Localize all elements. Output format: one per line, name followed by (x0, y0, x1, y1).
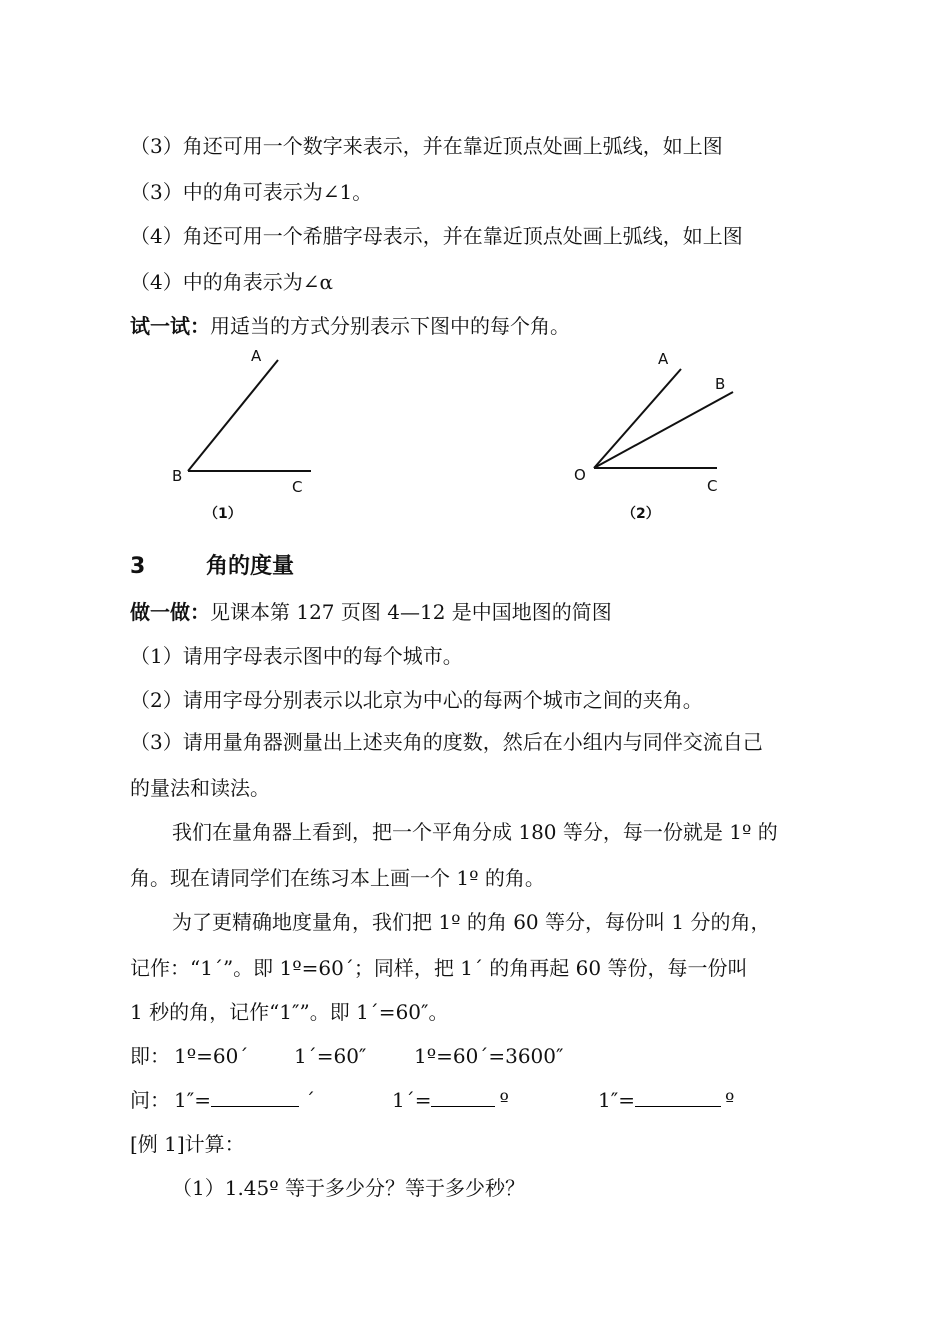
label-c: C (292, 478, 303, 496)
wen-q2-left: 1´= (392, 1088, 432, 1112)
do-it-line (130, 598, 612, 626)
wen-prefix: 问： (130, 1088, 170, 1112)
do-it-label: 做一做： (130, 600, 210, 624)
label-c: C (707, 477, 718, 495)
figure-1 (172, 347, 311, 522)
figure-2 (574, 350, 733, 522)
wen-question-3 (598, 1086, 734, 1114)
question-2: （2）请用字母分别表示以北京为中心的每两个城市之间的夹角。 (130, 688, 703, 712)
try-it-label: 试一试： (130, 314, 210, 338)
label-a: A (251, 347, 262, 365)
caption-2: （2） (622, 506, 660, 522)
caption-1: （1） (204, 506, 242, 522)
paragraph-b-line-1: 为了更精确地度量角，我们把 1º 的角 60 等分，每份叫 1 分的角， (172, 910, 771, 934)
ray-ob (594, 392, 733, 468)
label-a: A (658, 350, 669, 368)
answer-blank-2[interactable] (431, 1088, 495, 1107)
wen-q2-unit: º (499, 1088, 509, 1112)
label-b: B (715, 375, 726, 393)
wen-q1-unit: ´ (304, 1088, 315, 1112)
section-title: 角的度量 (206, 554, 295, 579)
paragraph-3-line-1: （3）角还可用一个数字来表示，并在靠近顶点处画上弧线，如上图 (130, 134, 723, 158)
wen-question-1 (174, 1086, 315, 1114)
ray-ba (188, 360, 278, 471)
answer-blank-3[interactable] (635, 1088, 721, 1107)
paragraph-b-line-2: 记作：“1´”。即 1º=60´；同样，把 1´ 的角再起 60 等份，每一份叫 (130, 956, 748, 980)
ji-prefix: 即： (130, 1044, 170, 1068)
paragraph-3-line-2: （3）中的角可表示为∠1。 (130, 180, 373, 204)
ji-equation-3: 1º=60´=3600″ (414, 1044, 564, 1068)
ji-equation-1: 1º=60´ (174, 1044, 249, 1068)
paragraph-4-line-2: （4）中的角表示为∠α (130, 270, 333, 294)
paragraph-b-line-3: 1 秒的角，记作“1″”。即 1´=60″。 (130, 1000, 449, 1024)
question-1: （1）请用字母表示图中的每个城市。 (130, 644, 463, 668)
question-3-line-2: 的量法和读法。 (130, 776, 270, 800)
paragraph-a-line-2: 角。现在请同学们在练习本上画一个 1º 的角。 (130, 866, 545, 890)
wen-q1-left: 1″= (174, 1088, 211, 1112)
section-number: 3 (130, 554, 146, 579)
example-title: [例 1]计算： (130, 1132, 245, 1156)
try-it-text: 用适当的方式分别表示下图中的每个角。 (210, 314, 570, 338)
paragraph-4-line-1: （4）角还可用一个希腊字母表示，并在靠近顶点处画上弧线，如上图 (130, 224, 743, 248)
answer-blank-1[interactable] (211, 1088, 299, 1107)
do-it-text: 见课本第 127 页图 4—12 是中国地图的简图 (210, 600, 612, 624)
question-3-line-1: （3）请用量角器测量出上述夹角的度数，然后在小组内与同伴交流自己 (130, 730, 763, 754)
paragraph-a-line-1: 我们在量角器上看到，把一个平角分成 180 等分，每一份就是 1º 的 (172, 820, 778, 844)
label-b: B (172, 467, 183, 485)
example-question-1: （1）1.45º 等于多少分？等于多少秒？ (172, 1176, 526, 1200)
label-o: O (574, 466, 586, 484)
wen-q3-left: 1″= (598, 1088, 635, 1112)
ji-equation-2: 1´=60″ (294, 1044, 367, 1068)
wen-question-2 (392, 1086, 509, 1114)
wen-q3-unit: º (724, 1088, 735, 1112)
ray-oa (594, 369, 681, 468)
